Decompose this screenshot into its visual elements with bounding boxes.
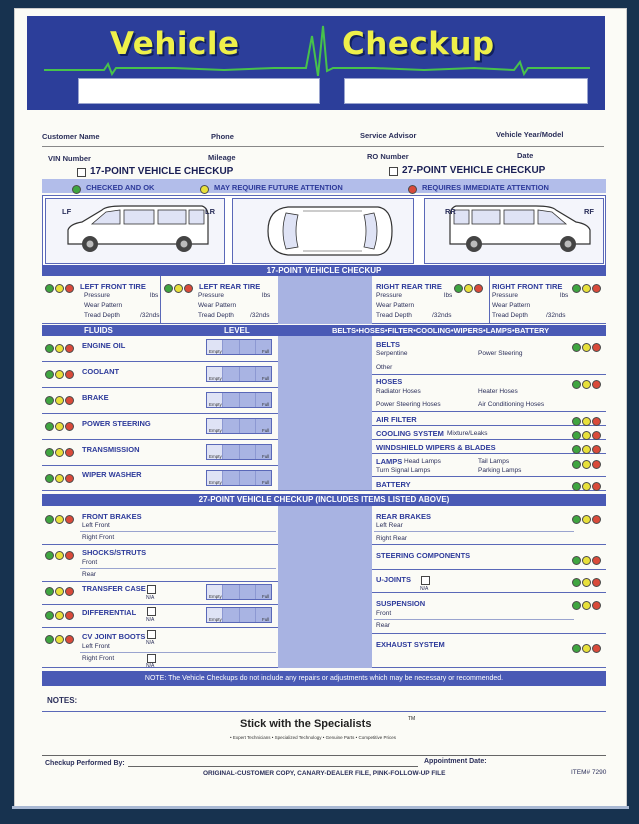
front-brakes-status-icon[interactable]	[45, 511, 75, 529]
tire-lf-tread: Tread Depth	[84, 312, 120, 319]
van-right-side-icon	[446, 200, 596, 260]
hoses-ac: Air Conditioning Hoses	[478, 401, 545, 408]
tire-rf-wear: Wear Pattern	[492, 302, 531, 309]
tire-rf-label: RIGHT FRONT TIRE	[492, 282, 563, 291]
shocks-rear: Rear	[82, 571, 97, 578]
info-line-1	[42, 146, 604, 147]
customer-name-label: Customer Name	[42, 132, 100, 141]
tire-lr-status-icon[interactable]	[164, 280, 194, 298]
differential-na-checkbox[interactable]	[147, 607, 156, 616]
fluid-row-line-1	[42, 361, 278, 362]
paper-shadow	[12, 806, 629, 809]
cv-boots-na-1: N/A	[146, 640, 155, 646]
cooling-label: COOLING SYSTEM	[376, 429, 444, 438]
differential-na: N/A	[146, 617, 155, 623]
belts-heading: BELTS•HOSES•FILTER•COOLING•WIPERS•LAMPS•BATTERY	[332, 326, 550, 335]
ujoints-status-icon[interactable]	[572, 574, 602, 592]
tire-rf-tread: Tread Depth	[492, 312, 528, 319]
tire-lf-lbs: lbs	[150, 292, 159, 299]
notes-label: NOTES:	[47, 696, 78, 705]
gauge-full-3: Full	[262, 402, 270, 407]
differential-label: DIFFERENTIAL	[82, 608, 137, 617]
ujoints-na-checkbox[interactable]	[421, 576, 430, 585]
rear-brakes-status-icon[interactable]	[572, 511, 602, 529]
tire-lr-wear: Wear Pattern	[198, 302, 237, 309]
r27-line-3	[372, 592, 606, 593]
belts-power-steering: Power Steering	[478, 350, 523, 357]
battery-label: BATTERY	[376, 480, 411, 489]
gauge-full-5: Full	[262, 454, 270, 459]
belts-line-2	[372, 411, 606, 412]
rear-brakes-label: REAR BRAKES	[376, 512, 432, 521]
tire-rr-status-icon[interactable]	[454, 280, 484, 298]
date-label: Date	[517, 151, 534, 160]
service-advisor-label: Service Advisor	[360, 131, 417, 140]
tire-lr-32nds: /32nds	[250, 312, 270, 319]
diagram-rf: RF	[584, 207, 594, 216]
cv-boots-subline	[80, 652, 276, 653]
gauge-empty-7: Empty	[209, 594, 222, 599]
r27-line-2	[372, 569, 606, 570]
tire-lr-tread: Tread Depth	[198, 312, 234, 319]
tire-rf-pressure: Pressure	[492, 292, 519, 299]
gauge-full-4: Full	[262, 428, 270, 433]
rear-brakes-right-rear: Right Rear	[376, 535, 408, 542]
hoses-heater: Heater Hoses	[478, 388, 518, 395]
fluid-power-steering-label: POWER STEERING	[82, 419, 151, 428]
fluid-brake-status-icon[interactable]	[45, 392, 75, 410]
band-27-point: 27-POINT VEHICLE CHECKUP (INCLUDES ITEMS LISTED ABOVE)	[42, 494, 606, 506]
gauge-empty-6: Empty	[209, 480, 222, 485]
tire-rr-tread: Tread Depth	[376, 312, 412, 319]
shocks-subline	[80, 568, 276, 569]
differential-status-icon[interactable]	[45, 607, 75, 625]
diagram-lf: LF	[62, 207, 72, 216]
tire-lf-label: LEFT FRONT TIRE	[80, 282, 146, 291]
header-blank-right[interactable]	[344, 78, 588, 104]
mileage-label: Mileage	[208, 153, 236, 162]
exhaust-status-icon[interactable]	[572, 640, 602, 658]
footer-line	[42, 755, 606, 756]
fluid-row-line-2	[42, 387, 278, 388]
checkbox-17-point[interactable]	[77, 168, 86, 177]
tire-rr-pressure: Pressure	[376, 292, 403, 299]
tire-rr-wear: Wear Pattern	[376, 302, 415, 309]
suspension-status-icon[interactable]	[572, 597, 602, 615]
fluid-row-line-4	[42, 439, 278, 440]
van-top-view-icon	[258, 201, 398, 261]
transfer-case-na-checkbox[interactable]	[147, 585, 156, 594]
checkup-performed-label: Checkup Performed By:	[45, 760, 125, 767]
heading-27-point: 27-POINT VEHICLE CHECKUP	[402, 165, 546, 176]
cv-boots-right-front: Right Front	[82, 655, 115, 662]
van-left-side-icon	[62, 200, 212, 260]
air-filter-label: AIR FILTER	[376, 415, 417, 424]
fluid-row-line-3	[42, 413, 278, 414]
gauge-empty-8: Empty	[209, 617, 222, 622]
tire-lr-pressure: Pressure	[198, 292, 225, 299]
appointment-label: Appointment Date:	[424, 758, 487, 765]
l27-line-4	[42, 627, 278, 628]
performed-signature-line[interactable]	[128, 766, 418, 767]
fluid-wiper-washer-status-icon[interactable]	[45, 470, 75, 488]
legend-may-require: MAY REQUIRE FUTURE ATTENTION	[214, 183, 343, 192]
l27-line-2	[42, 581, 278, 582]
tire-lf-wear: Wear Pattern	[84, 302, 123, 309]
gauge-full-7: Full	[262, 594, 270, 599]
front-brakes-right-front: Right Front	[82, 534, 115, 541]
legend-checked: CHECKED AND OK	[86, 183, 155, 192]
rear-brakes-left-rear: Left Rear	[376, 522, 403, 529]
belts-serpentine: Serpentine	[376, 350, 408, 357]
tire-rr-lbs: lbs	[444, 292, 453, 299]
fluid-coolant-label: COOLANT	[82, 367, 120, 376]
hoses-label: HOSES	[376, 377, 403, 386]
belts-status-icon[interactable]	[572, 339, 602, 357]
gauge-empty-1: Empty	[209, 349, 222, 354]
tire-divider-2	[489, 276, 490, 324]
tire-lr-lbs: lbs	[262, 292, 271, 299]
fluid-engine-oil-status-icon[interactable]	[45, 340, 75, 358]
rear-brakes-subline	[374, 531, 574, 532]
tire-rf-status-icon[interactable]	[572, 280, 602, 298]
belts-label: BELTS	[376, 340, 401, 349]
tire-lf-pressure: Pressure	[84, 292, 111, 299]
shocks-front: Front	[82, 559, 98, 566]
lamps-label: LAMPS	[376, 457, 403, 466]
fluid-brake-label: BRAKE	[82, 393, 109, 402]
hoses-status-icon[interactable]	[572, 376, 602, 394]
belts-line-1	[372, 374, 606, 375]
copies-note: ORIGINAL-CUSTOMER COPY, CANARY-DEALER FILE, PINK-FOLLOW-UP FILE	[203, 770, 446, 777]
lamps-head: Head Lamps	[404, 458, 441, 465]
l27-line-1	[42, 544, 278, 545]
belts-line-3	[372, 425, 606, 426]
lamps-status-icon[interactable]	[572, 456, 602, 474]
tagline: • Expert Technicians • Specialized Technology • Genuine Parts • Competitive Prices	[230, 735, 396, 740]
wipers-label: WINDSHIELD WIPERS & BLADES	[376, 443, 496, 452]
ro-number-label: RO Number	[367, 152, 409, 161]
lamps-parking: Parking Lamps	[478, 467, 522, 474]
phone-label: Phone	[211, 132, 234, 141]
gauge-full-1: Full	[262, 349, 270, 354]
legend-requires: REQUIRES IMMEDIATE ATTENTION	[422, 183, 549, 192]
gauge-empty-4: Empty	[209, 428, 222, 433]
suspension-subline	[374, 619, 574, 620]
front-brakes-left-front: Left Front	[82, 522, 110, 529]
lamps-tail: Tail Lamps	[478, 458, 510, 465]
shocks-status-icon[interactable]	[45, 547, 75, 565]
cv-boots-status-icon[interactable]	[45, 631, 75, 649]
cv-boots-left-front: Left Front	[82, 643, 110, 650]
lamps-turn: Turn Signal Lamps	[376, 467, 431, 474]
title-vehicle: Vehicle	[110, 26, 240, 62]
cv-boots-label: CV JOINT BOOTS	[82, 632, 146, 641]
exhaust-label: EXHAUST SYSTEM	[376, 640, 445, 649]
gauge-empty-2: Empty	[209, 376, 222, 381]
diagram-lr: LR	[205, 207, 215, 216]
l27-line-3	[42, 604, 278, 605]
ujoints-label: U-JOINTS	[376, 575, 412, 584]
fluid-power-steering-status-icon[interactable]	[45, 418, 75, 436]
diagram-rr: RR	[445, 207, 456, 216]
r27-line-4	[372, 633, 606, 634]
steering-label: STEERING COMPONENTS	[376, 551, 471, 560]
cooling-mixture: Mixture/Leaks	[447, 430, 488, 437]
r27-line-1	[372, 544, 606, 545]
transfer-case-label: TRANSFER CASE	[82, 584, 146, 593]
note-band: NOTE: The Vehicle Checkups do not include any repairs or adjustments which may be necessary or recommended.	[42, 671, 606, 686]
tire-rr-32nds: /32nds	[432, 312, 452, 319]
belts-line-4	[372, 439, 606, 440]
gauge-full-8: Full	[262, 617, 270, 622]
level-heading: LEVEL	[224, 326, 250, 335]
fluid-transmission-label: TRANSMISSION	[82, 445, 140, 454]
gauge-full-2: Full	[262, 376, 270, 381]
section-27-center-strip	[278, 506, 372, 668]
header-blank-left[interactable]	[78, 78, 320, 104]
slogan: Stick with the Specialists	[240, 718, 372, 730]
fluids-heading: FLUIDS	[84, 326, 113, 335]
item-number: ITEM# 7290	[571, 769, 607, 776]
steering-status-icon[interactable]	[572, 552, 602, 570]
heading-17-point: 17-POINT VEHICLE CHECKUP	[90, 166, 234, 177]
vin-label: VIN Number	[48, 154, 91, 163]
ujoints-na: N/A	[420, 586, 429, 592]
tire-rf-lbs: lbs	[560, 292, 569, 299]
shocks-label: SHOCKS/STRUTS	[82, 548, 147, 557]
fluid-coolant-status-icon[interactable]	[45, 366, 75, 384]
tire-rr-label: RIGHT REAR TIRE	[376, 282, 442, 291]
belts-line-5	[372, 453, 606, 454]
gauge-full-6: Full	[262, 480, 270, 485]
front-brakes-label: FRONT BRAKES	[82, 512, 142, 521]
gauge-empty-5: Empty	[209, 454, 222, 459]
band-17-point: 17-POINT VEHICLE CHECKUP	[42, 265, 606, 276]
transfer-case-na: N/A	[146, 595, 155, 601]
suspension-rear: Rear	[376, 622, 391, 629]
tires-center-strip	[278, 276, 372, 324]
cv-boots-na-checkbox-1[interactable]	[147, 630, 156, 639]
title-checkup: Checkup	[342, 26, 495, 62]
notes-area[interactable]	[42, 688, 606, 712]
fluid-engine-oil-label: ENGINE OIL	[82, 341, 126, 350]
front-brakes-subline	[80, 531, 276, 532]
cv-boots-na-2: N/A	[146, 663, 155, 669]
suspension-front: Front	[376, 610, 392, 617]
tire-rf-32nds: /32nds	[546, 312, 566, 319]
hoses-ps: Power Steering Hoses	[376, 401, 441, 408]
transfer-case-status-icon[interactable]	[45, 583, 75, 601]
fluid-wiper-washer-label: WIPER WASHER	[82, 470, 142, 479]
belts-line-6	[372, 476, 606, 477]
tire-lr-label: LEFT REAR TIRE	[199, 282, 261, 291]
tire-divider-1	[160, 276, 161, 324]
tire-lf-status-icon[interactable]	[45, 280, 75, 298]
tire-lf-32nds: /32nds	[140, 312, 160, 319]
vehicle-year-model-label: Vehicle Year/Model	[496, 130, 564, 139]
suspension-label: SUSPENSION	[376, 599, 426, 608]
belts-other: Other	[376, 364, 393, 371]
gauge-empty-3: Empty	[209, 402, 222, 407]
fluid-row-line-5	[42, 465, 278, 466]
cv-boots-na-checkbox-2[interactable]	[147, 654, 156, 663]
trademark: TM	[408, 716, 416, 722]
hoses-radiator: Radiator Hoses	[376, 388, 421, 395]
checkbox-27-point[interactable]	[389, 167, 398, 176]
fluid-transmission-status-icon[interactable]	[45, 444, 75, 462]
